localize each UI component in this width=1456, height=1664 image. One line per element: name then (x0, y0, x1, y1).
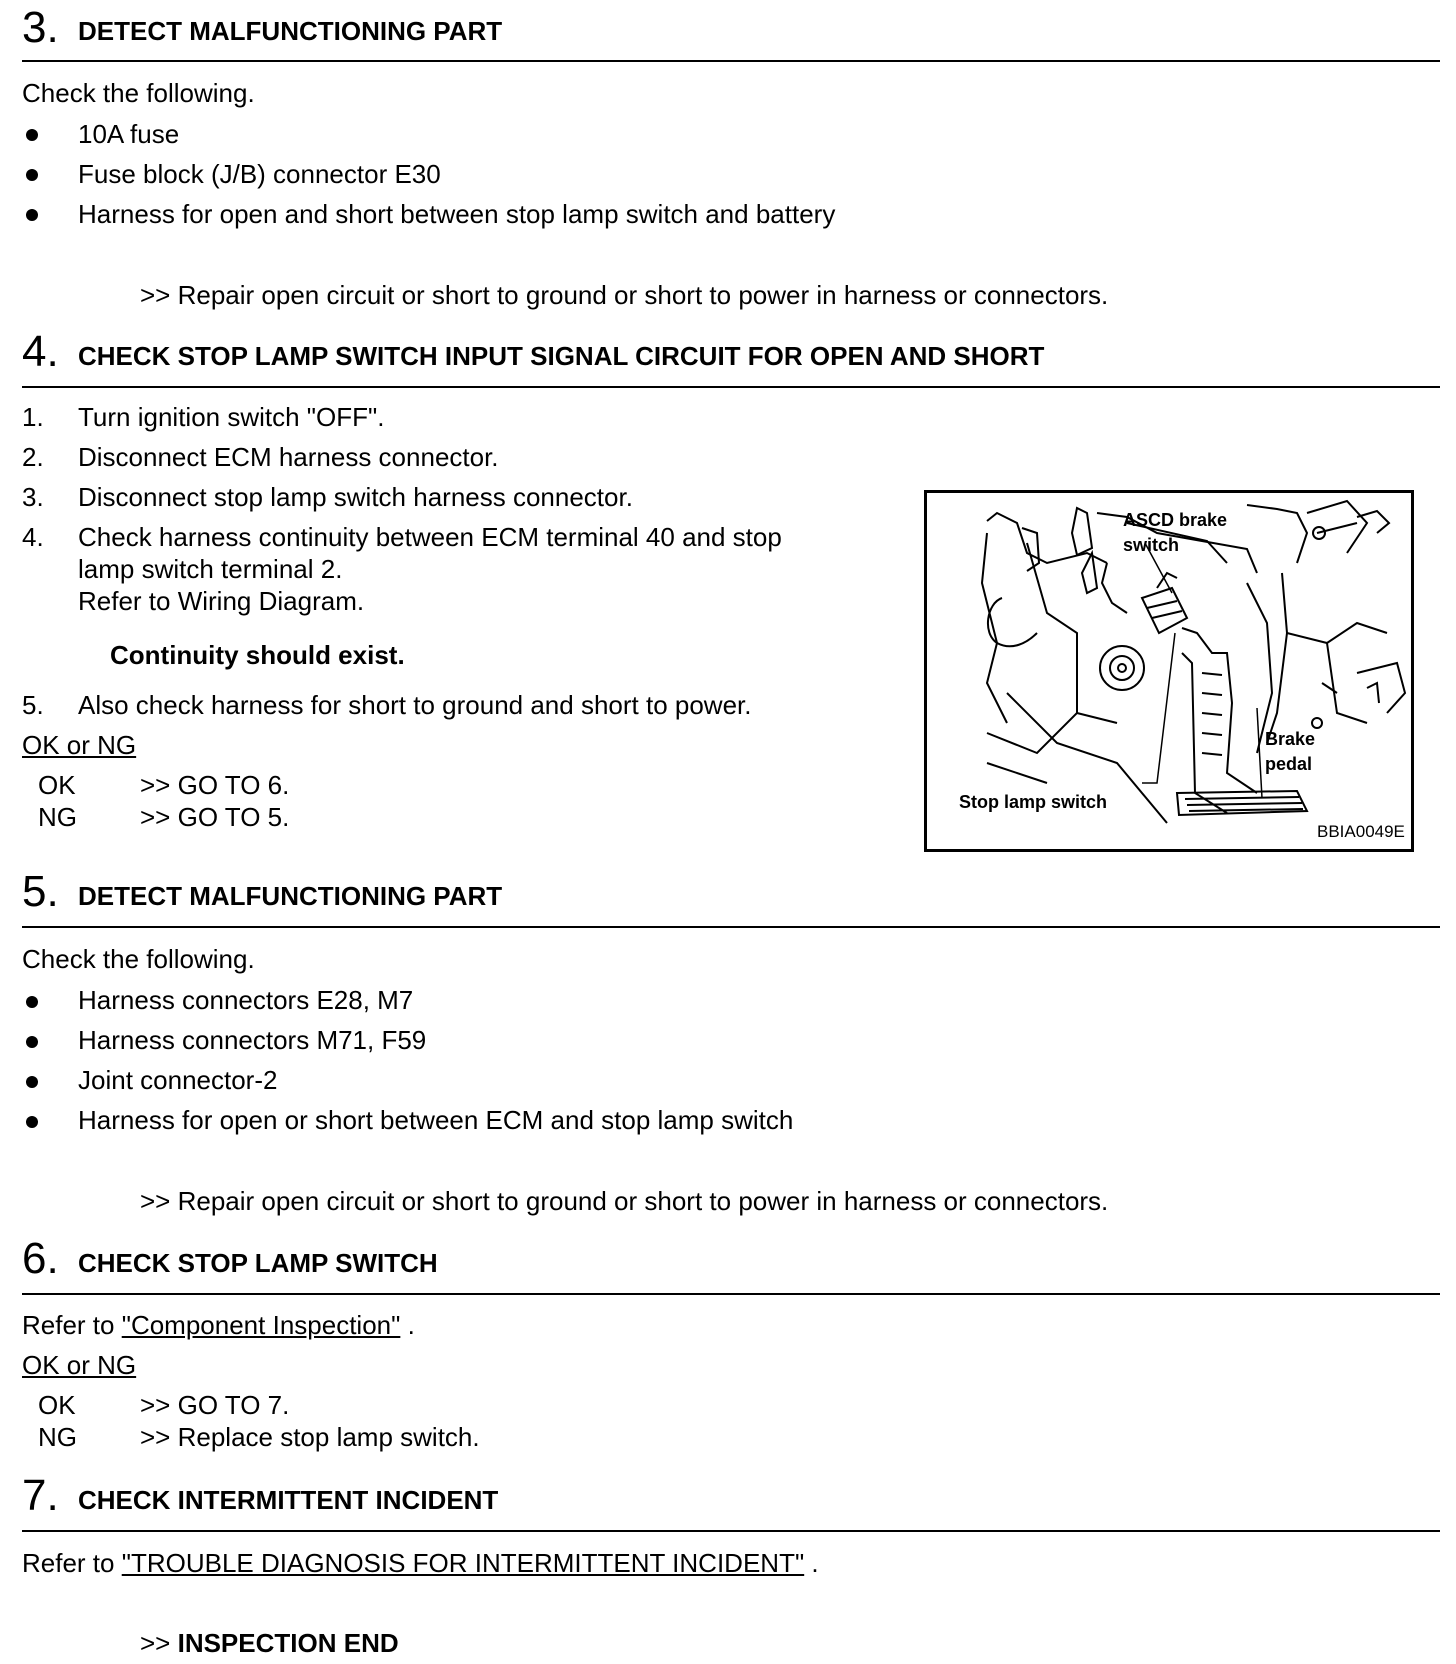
bullet-icon (26, 129, 38, 141)
refer-prefix: Refer to (22, 1548, 122, 1578)
intermittent-incident-link[interactable]: "TROUBLE DIAGNOSIS FOR INTERMITTENT INCIDENT" (121, 1548, 805, 1578)
refer-suffix: . (400, 1310, 415, 1340)
step3-title: DETECT MALFUNCTIONING PART (78, 16, 503, 46)
step3-action: >> Repair open circuit or short to ground or short to power in harness or connectors. (140, 280, 1109, 310)
step5-divider (22, 926, 1440, 928)
step6-divider (22, 1293, 1440, 1295)
step4-divider (22, 386, 1440, 388)
list-item: 10A fuse (78, 119, 180, 149)
result-action: >> GO TO 7. (140, 1390, 290, 1420)
step5-action: >> Repair open circuit or short to ground or short to power in harness or connectors. (140, 1186, 1109, 1216)
result-code: OK (38, 770, 76, 800)
list-item-number: 4. (22, 522, 44, 552)
continuity-spec: Continuity should exist. (110, 640, 405, 670)
list-item: Joint connector-2 (78, 1065, 278, 1095)
step7-divider (22, 1530, 1440, 1532)
step6-title: CHECK STOP LAMP SWITCH (78, 1248, 438, 1278)
list-item: Harness connectors M71, F59 (78, 1025, 427, 1055)
step3-intro: Check the following. (22, 78, 255, 108)
ok-or-ng-label: OK or NG (22, 1350, 137, 1380)
list-item: Turn ignition switch "OFF". (78, 402, 385, 432)
list-item: Harness for open or short between ECM and stop lamp switch (78, 1105, 794, 1135)
list-item-continuation: lamp switch terminal 2. (78, 554, 343, 584)
result-code: OK (38, 1390, 76, 1420)
step3-number: 3. (22, 3, 59, 52)
step3-divider (22, 60, 1440, 62)
bullet-icon (26, 1036, 38, 1048)
list-item: Harness for open and short between stop lamp switch and battery (78, 199, 836, 229)
step6-refer (22, 1310, 415, 1340)
figure-label-pedal: Brake (1265, 729, 1316, 749)
step5-number: 5. (22, 867, 59, 916)
brake-pedal-figure (924, 490, 1414, 852)
step5-title: DETECT MALFUNCTIONING PART (78, 881, 503, 911)
list-item: Disconnect ECM harness connector. (78, 442, 499, 472)
bullet-icon (26, 996, 38, 1008)
list-item-continuation: Refer to Wiring Diagram. (78, 586, 365, 616)
result-code: NG (38, 1422, 77, 1452)
list-item: Check harness continuity between ECM terminal 40 and stop (78, 522, 782, 552)
list-item-number: 2. (22, 442, 44, 472)
result-code: NG (38, 802, 77, 832)
refer-prefix: Refer to (22, 1310, 122, 1340)
figure-code: BBIA0049E (1317, 822, 1405, 841)
figure-label-switch-2: switch (1123, 535, 1180, 555)
bullet-icon (26, 209, 38, 221)
bullet-icon (26, 1116, 38, 1128)
step5-intro: Check the following. (22, 944, 255, 974)
step4-title: CHECK STOP LAMP SWITCH INPUT SIGNAL CIRCUIT FOR OPEN AND SHORT (78, 341, 1045, 371)
result-action: >> Replace stop lamp switch. (140, 1422, 480, 1452)
list-item: Also check harness for short to ground and short to power. (78, 690, 752, 720)
step7-refer (22, 1548, 819, 1578)
figure-label-stop-lamp: Stop lamp switch (959, 792, 1108, 812)
inspection-end (140, 1628, 399, 1658)
list-item: Fuse block (J/B) connector E30 (78, 159, 441, 189)
result-action: >> GO TO 5. (140, 802, 290, 832)
list-item-number: 1. (22, 402, 44, 432)
step7-number: 7. (22, 1471, 59, 1520)
list-item-number: 5. (22, 690, 44, 720)
step4-number: 4. (22, 327, 59, 376)
end-text: INSPECTION END (177, 1628, 399, 1658)
result-action: >> GO TO 6. (140, 770, 290, 800)
list-item-number: 3. (22, 482, 44, 512)
list-item: Harness connectors E28, M7 (78, 985, 414, 1015)
end-prefix: >> (140, 1628, 178, 1658)
figure-label-switch: ASCD brake (1123, 510, 1228, 530)
list-item: Disconnect stop lamp switch harness connector. (78, 482, 633, 512)
bullet-icon (26, 1076, 38, 1088)
figure-label-pedal-2: pedal (1265, 754, 1313, 774)
ok-or-ng-label: OK or NG (22, 730, 137, 760)
component-inspection-link[interactable]: "Component Inspection" (121, 1310, 401, 1340)
step6-number: 6. (22, 1234, 59, 1283)
bullet-icon (26, 169, 38, 181)
step7-title: CHECK INTERMITTENT INCIDENT (78, 1485, 499, 1515)
refer-suffix: . (804, 1548, 819, 1578)
